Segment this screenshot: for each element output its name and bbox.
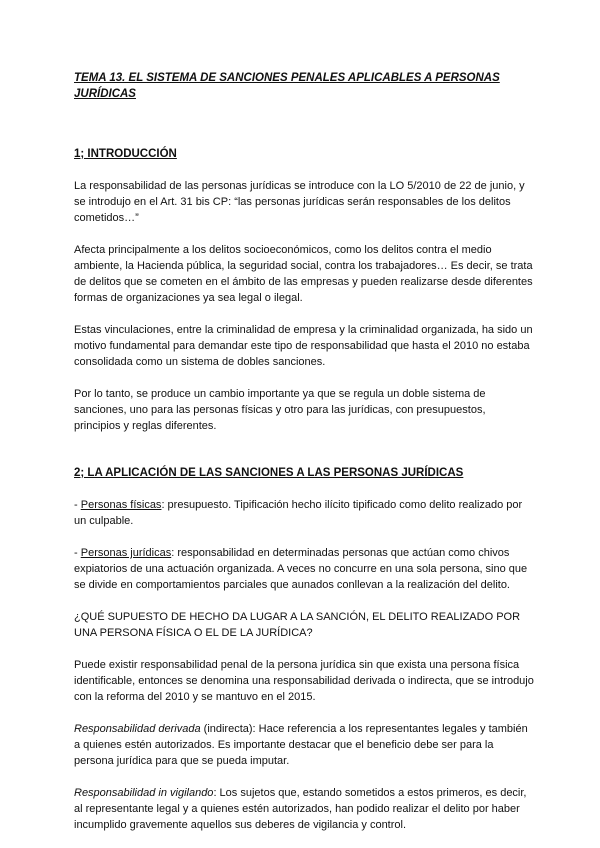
- term-personas-fisicas: Personas físicas: [80, 499, 162, 511]
- section-heading-introduccion: 1; INTRODUCCIÓN: [74, 148, 177, 160]
- list-dash: -: [74, 547, 81, 559]
- paragraph-responsabilidad-derivada: [74, 721, 534, 769]
- paragraph-responsabilidad-in-vigilando: [74, 785, 534, 833]
- paragraph: Estas vinculaciones, entre la criminalidad de empresa y la criminalidad organizada, ha sido un motivo fundamental para demandar este tipo de responsabilidad que hasta el 2010 no estaba consolidada como un sistema de dobles sanciones.: [74, 324, 533, 368]
- document-title: TEMA 13. EL SISTEMA DE SANCIONES PENALES APLICABLES A PERSONAS JURÍDICAS: [74, 72, 500, 100]
- paragraph: Afecta principalmente a los delitos socioeconómicos, como los delitos contra el medio ambiente, la Hacienda pública, la seguridad social, contra los trabajadores… Es decir, se trata de delitos que se cometen en el ámbito de las empresas y pueden realizarse desde diferentes formas de organizaciones ya sea legal o ilegal.: [74, 244, 533, 304]
- term-responsabilidad-derivada: Responsabilidad derivada: [74, 723, 201, 735]
- list-item-personas-juridicas: [74, 545, 534, 593]
- definition-text: : responsabilidad en determinadas personas que actúan como chivos expiatorios de una actuación organizada. A veces no concurre en una sola persona, sino que se divide en comportamientos parciales que aunados conllevan a la realización del delito.: [74, 547, 528, 591]
- definition-text: : presupuesto. Tipificación hecho ilícito tipificado como delito realizado por un culpable.: [74, 499, 523, 527]
- document-body: [74, 70, 534, 833]
- paragraph: La responsabilidad de las personas jurídicas se introduce con la LO 5/2010 de 22 de junio, y se introdujo en el Art. 31 bis CP: “las personas jurídicas serán responsables de los delitos cometidos…”: [74, 180, 525, 224]
- paragraph: Puede existir responsabilidad penal de la persona jurídica sin que exista una persona física identificable, entonces se denomina una responsabilidad derivada o indirecta, que se introdujo con la reforma del 2010 y se mantuvo en el 2015.: [74, 659, 534, 703]
- section-heading-aplicacion: 2; LA APLICACIÓN DE LAS SANCIONES A LAS PERSONAS JURÍDICAS: [74, 467, 464, 479]
- list-dash: -: [74, 499, 81, 511]
- list-item-personas-fisicas: [74, 497, 534, 529]
- term-responsabilidad-in-vigilando: Responsabilidad in vigilando: [74, 787, 214, 799]
- term-personas-juridicas: Personas jurídicas: [80, 547, 172, 559]
- definition-text: : Los sujetos que, estando sometidos a estos primeros, es decir, al representante legal y a quienes estén autorizados, han podido realizar el delito por haber incumplido gravemente aquellos sus deberes de vigilancia y control.: [74, 787, 527, 831]
- paragraph: Por lo tanto, se produce un cambio importante ya que se regula un doble sistema de sanciones, uno para las personas físicas y otro para las jurídicas, con presupuestos, principios y reglas diferentes.: [74, 388, 486, 432]
- question-text: ¿QUÉ SUPUESTO DE HECHO DA LUGAR A LA SANCIÓN, EL DELITO REALIZADO POR UNA PERSONA FÍSICA O EL DE LA JURÍDICA?: [74, 611, 521, 639]
- definition-text: (indirecta): Hace referencia a los representantes legales y también a quienes estén autorizados. Es importante destacar que el beneficio debe ser para la persona jurídica para que se pueda imputar.: [74, 723, 528, 767]
